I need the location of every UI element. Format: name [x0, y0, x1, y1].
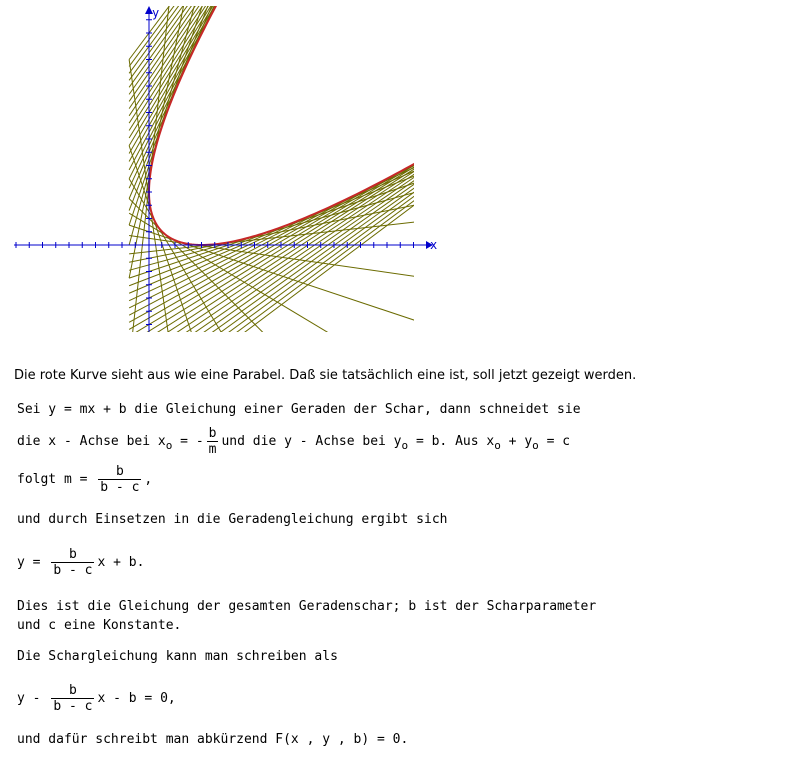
p2-text-d: = b. Aus x [408, 434, 495, 449]
coordinate-axes [14, 6, 433, 332]
fraction-denominator: b - c [53, 699, 93, 714]
tangent-line [129, 0, 427, 199]
p2-sub-4: o [532, 439, 539, 452]
p2-text-f: = c [538, 434, 571, 449]
p3-text-a: folgt m = [17, 472, 96, 487]
fraction-b-over-b-minus-c [98, 464, 141, 495]
equation-2 [17, 683, 176, 714]
fraction-b-over-b-minus-c [51, 547, 94, 578]
tangent-line [129, 0, 427, 60]
paragraph-4: und durch Einsetzen in die Geradengleichung ergibt sich [17, 512, 448, 527]
fraction-b-over-m [207, 426, 219, 457]
tangent-line [129, 0, 427, 146]
tangent-line [129, 159, 427, 340]
tangent-line [129, 0, 427, 138]
fraction-numerator: b [68, 683, 77, 698]
paragraph-5-line-1: Dies ist die Gleichung der gesamten Geradenschar; b ist der Scharparameter [17, 599, 597, 614]
fraction-numerator: b [208, 426, 217, 441]
fraction-denominator: b - c [100, 480, 140, 495]
y-axis-label: y [152, 6, 160, 20]
paragraph-1: Sei y = mx + b die Gleichung einer Geraden der Schar, dann schneidet sie [17, 402, 581, 417]
eq1-text-a: y = [17, 555, 49, 570]
x-axis-label: x [430, 238, 438, 252]
tangent-line [129, 0, 427, 179]
tangent-line [129, 189, 427, 270]
paragraph-5-line-2: und c eine Konstante. [17, 618, 182, 633]
tangent-line [129, 221, 427, 254]
tangent-lines [129, 0, 427, 340]
tangent-line [129, 195, 427, 340]
paragraph-3 [17, 464, 152, 495]
paragraph-6: Die Schargleichung kann man schreiben als [17, 649, 338, 664]
eq2-text-b: x - b = 0, [97, 691, 176, 706]
p2-text-e: + y [500, 434, 533, 449]
p2-text-c: und die y - Achse bei y [221, 434, 402, 449]
fraction-numerator: b [115, 464, 124, 479]
p2-sub-3: o [494, 439, 501, 452]
fraction-numerator: b [68, 547, 77, 562]
fraction-denominator: m [208, 442, 217, 457]
equation-1 [17, 547, 144, 578]
tangent-line [129, 161, 427, 340]
paragraph-2 [17, 426, 570, 457]
p2-text-b: = - [172, 434, 204, 449]
tangent-line [129, 0, 427, 225]
eq2-text-a: y - [17, 691, 49, 706]
tangent-line [129, 0, 427, 116]
tangent-line [129, 0, 427, 153]
p2-sub-1: o [165, 439, 173, 452]
tangent-line [129, 0, 427, 340]
tangent-line [129, 236, 427, 279]
p2-sub-2: o [401, 439, 409, 452]
p2-text-a: die x - Achse bei x [17, 434, 166, 449]
fraction-denominator: b - c [53, 563, 93, 578]
eq1-text-b: x + b. [97, 555, 145, 570]
line-family-figure [0, 0, 450, 340]
fraction-b-over-b-minus-c [51, 683, 94, 714]
intro-text: Die rote Kurve sieht aus wie eine Parabel. Daß sie tatsächlich eine ist, soll jetzt gezeigt werden. [14, 368, 637, 383]
paragraph-7: und dafür schreibt man abkürzend F(x , y , b) = 0. [17, 732, 409, 747]
p3-text-b: , [144, 472, 153, 487]
